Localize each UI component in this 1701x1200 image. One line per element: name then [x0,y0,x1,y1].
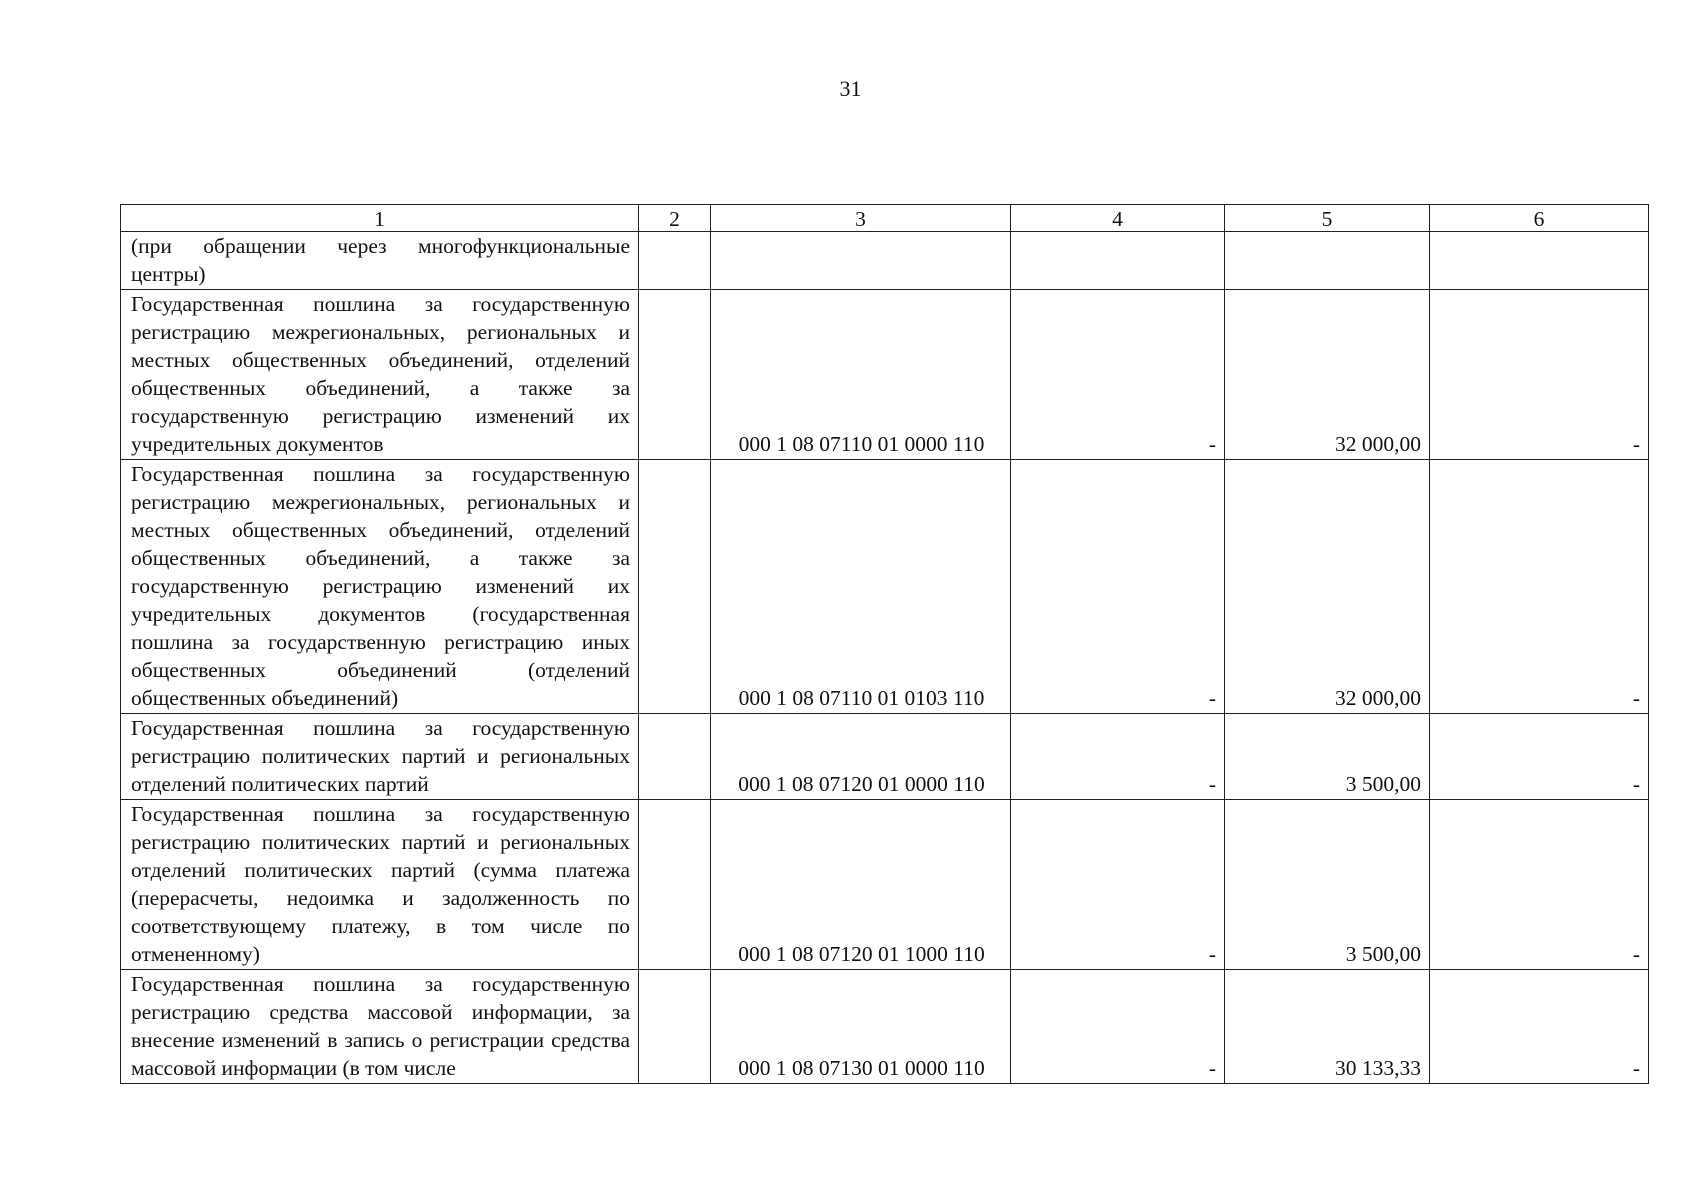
table-row [121,290,1649,460]
row-amount-cell: 32 000,00 [1225,290,1430,460]
row-col6-cell: - [1430,970,1649,1084]
row-col6-cell [1430,232,1649,290]
row-name-cell: Государственная пошлина за государственную регистрацию межрегиональных, региональных и местных общественных объединений, отделений общественных объединений, а также за государственную регистрацию изменений их учредительных документов (государственная пошлина за государственную регистрацию иных общественных объединений (отделений общественных объединений) [121,460,639,714]
row-col4-cell: - [1011,290,1225,460]
row-col6-cell: - [1430,800,1649,970]
row-col4-cell: - [1011,460,1225,714]
row-code-cell: 000 1 08 07130 01 0000 110 [711,970,1011,1084]
row-col4-cell: - [1011,714,1225,800]
row-col2-cell [639,460,711,714]
row-col2-cell [639,970,711,1084]
row-amount-cell: 3 500,00 [1225,800,1430,970]
column-header-6: 6 [1430,205,1649,232]
row-name-cell: Государственная пошлина за государственную регистрацию политических партий и региональных отделений политических партий [121,714,639,800]
row-col2-cell [639,232,711,290]
row-amount-cell [1225,232,1430,290]
row-amount-cell: 3 500,00 [1225,714,1430,800]
table-row [121,460,1649,714]
budget-table [120,204,1649,1084]
row-name-cell: Государственная пошлина за государственную регистрацию политических партий и региональных отделений политических партий (сумма платежа (перерасчеты, недоимка и задолженность по соответствующему платежу, в том числе по отмененному) [121,800,639,970]
row-col6-cell: - [1430,290,1649,460]
row-name-cell: Государственная пошлина за государственную регистрацию средства массовой информации, за внесение изменений в запись о регистрации средства массовой информации (в том числе [121,970,639,1084]
row-code-cell [711,232,1011,290]
row-col2-cell [639,714,711,800]
table-row [121,714,1649,800]
table-header-row [121,205,1649,232]
column-header-3: 3 [711,205,1011,232]
row-code-cell: 000 1 08 07120 01 0000 110 [711,714,1011,800]
row-code-cell: 000 1 08 07110 01 0000 110 [711,290,1011,460]
row-code-cell: 000 1 08 07110 01 0103 110 [711,460,1011,714]
row-col2-cell [639,800,711,970]
row-amount-cell: 32 000,00 [1225,460,1430,714]
row-col6-cell: - [1430,714,1649,800]
column-header-5: 5 [1225,205,1430,232]
column-header-1: 1 [121,205,639,232]
row-col4-cell: - [1011,800,1225,970]
row-code-cell: 000 1 08 07120 01 1000 110 [711,800,1011,970]
table-row [121,970,1649,1084]
row-col6-cell: - [1430,460,1649,714]
page-number: 31 [839,76,862,101]
column-header-4: 4 [1011,205,1225,232]
row-col4-cell [1011,232,1225,290]
column-header-2: 2 [639,205,711,232]
row-col4-cell: - [1011,970,1225,1084]
table-row [121,800,1649,970]
table-row [121,232,1649,290]
row-name-cell: Государственная пошлина за государственную регистрацию межрегиональных, региональных и местных общественных объединений, отделений общественных объединений, а также за государственную регистрацию изменений их учредительных документов [121,290,639,460]
row-col2-cell [639,290,711,460]
row-name-cell: (при обращении через многофункциональные центры) [121,232,639,290]
row-amount-cell: 30 133,33 [1225,970,1430,1084]
